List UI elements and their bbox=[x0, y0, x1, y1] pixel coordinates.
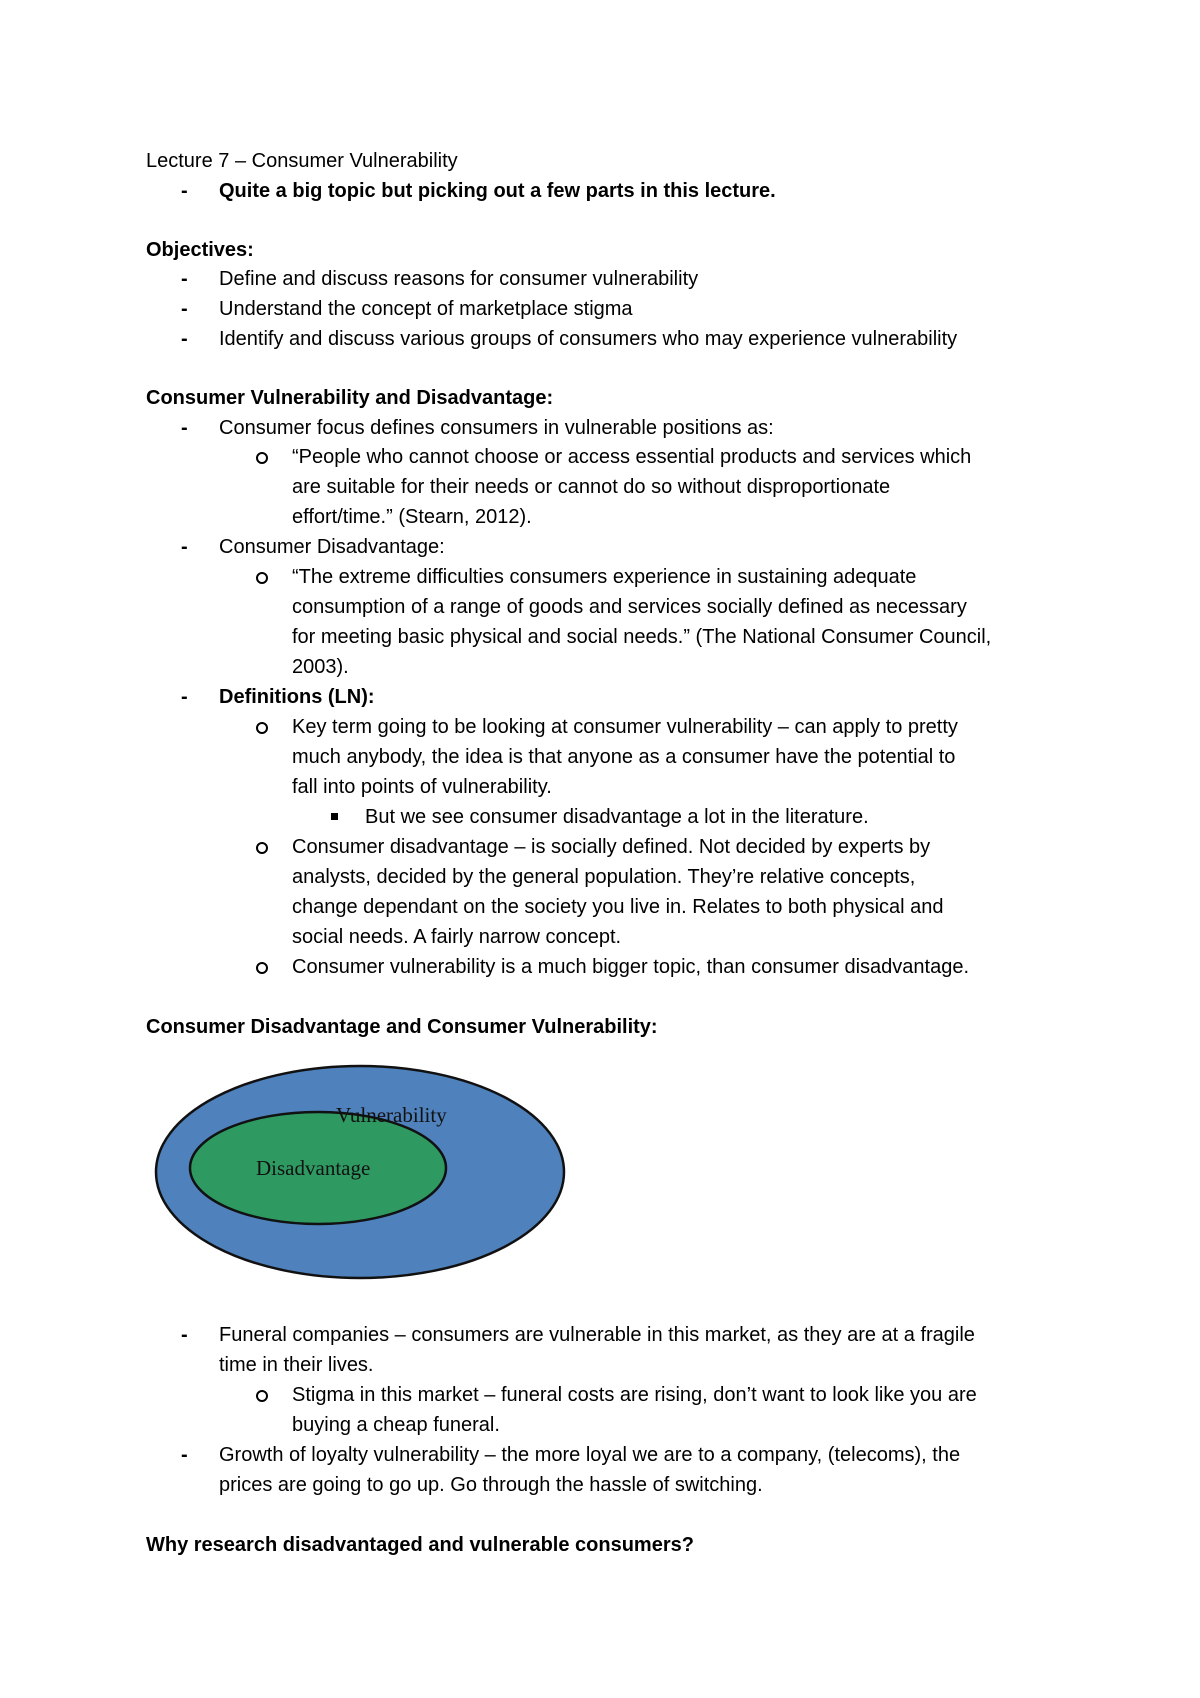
focus-quote-line: are suitable for their needs or cannot do so without disproportionate bbox=[292, 476, 891, 498]
circle-bullet bbox=[256, 842, 268, 854]
definition-line: analysts, decided by the general population. They’re relative concepts, bbox=[292, 866, 916, 888]
disadvantage-quote-line: 2003). bbox=[292, 656, 349, 678]
definition-line: Key term going to be looking at consumer vulnerability – can apply to pretty bbox=[292, 716, 958, 738]
loyalty-line: Growth of loyalty vulnerability – the more loyal we are to a company, (telecoms), the bbox=[219, 1444, 961, 1466]
circle-bullet bbox=[256, 1390, 268, 1402]
disadvantage-label: Disadvantage bbox=[256, 1156, 371, 1180]
section-heading-disadvantage-vulnerability: Consumer Disadvantage and Consumer Vulnerability: bbox=[146, 1016, 658, 1038]
venn-diagram bbox=[152, 1062, 572, 1282]
definition-line: change dependant on the society you live in. Relates to both physical and bbox=[292, 896, 944, 918]
title-subnote: Quite a big topic but picking out a few parts in this lecture. bbox=[219, 180, 776, 202]
objectives-heading: Objectives: bbox=[146, 239, 254, 261]
section-heading-why-research: Why research disadvantaged and vulnerable consumers? bbox=[146, 1534, 694, 1556]
definition-line: fall into points of vulnerability. bbox=[292, 776, 552, 798]
definition-line: much anybody, the idea is that anyone as a consumer have the potential to bbox=[292, 746, 956, 768]
section-heading-vulnerability-disadvantage: Consumer Vulnerability and Disadvantage: bbox=[146, 387, 554, 409]
definition-line: Consumer vulnerability is a much bigger topic, than consumer disadvantage. bbox=[292, 956, 970, 978]
dash-bullet: - bbox=[181, 536, 188, 558]
definition-subpoint: But we see consumer disadvantage a lot in the literature. bbox=[365, 806, 869, 828]
dash-bullet: - bbox=[181, 268, 188, 290]
objective-item: Understand the concept of marketplace stigma bbox=[219, 298, 633, 320]
circle-bullet bbox=[256, 722, 268, 734]
circle-bullet bbox=[256, 572, 268, 584]
dash-bullet: - bbox=[181, 417, 188, 439]
consumer-focus-intro: Consumer focus defines consumers in vulnerable positions as: bbox=[219, 417, 774, 439]
definition-line: Consumer disadvantage – is socially defined. Not decided by experts by bbox=[292, 836, 931, 858]
dash-bullet: - bbox=[181, 686, 188, 708]
dash-bullet: - bbox=[181, 1444, 188, 1466]
document-title: Lecture 7 – Consumer Vulnerability bbox=[146, 150, 458, 172]
funeral-line: time in their lives. bbox=[219, 1354, 374, 1376]
circle-bullet bbox=[256, 962, 268, 974]
loyalty-line: prices are going to go up. Go through the hassle of switching. bbox=[219, 1474, 763, 1496]
dash-bullet: - bbox=[181, 298, 188, 320]
definitions-label: Definitions (LN): bbox=[219, 686, 375, 708]
disadvantage-quote-line: for meeting basic physical and social needs.” (The National Consumer Council, bbox=[292, 626, 992, 648]
dash-bullet: - bbox=[181, 1324, 188, 1346]
disadvantage-quote-line: consumption of a range of goods and services socially defined as necessary bbox=[292, 596, 967, 618]
funeral-line: Funeral companies – consumers are vulnerable in this market, as they are at a fragile bbox=[219, 1324, 975, 1346]
disadvantage-quote-line: “The extreme difficulties consumers experience in sustaining adequate bbox=[292, 566, 917, 588]
square-bullet bbox=[331, 813, 338, 820]
stigma-line: Stigma in this market – funeral costs are rising, don’t want to look like you are bbox=[292, 1384, 977, 1406]
focus-quote-line: “People who cannot choose or access essential products and services which bbox=[292, 446, 972, 468]
objective-item: Define and discuss reasons for consumer vulnerability bbox=[219, 268, 699, 290]
circle-bullet bbox=[256, 452, 268, 464]
focus-quote-line: effort/time.” (Stearn, 2012). bbox=[292, 506, 532, 528]
consumer-disadvantage-intro: Consumer Disadvantage: bbox=[219, 536, 445, 558]
objective-item: Identify and discuss various groups of consumers who may experience vulnerability bbox=[219, 328, 958, 350]
vulnerability-label: Vulnerability bbox=[336, 1103, 447, 1127]
stigma-line: buying a cheap funeral. bbox=[292, 1414, 500, 1436]
definition-line: social needs. A fairly narrow concept. bbox=[292, 926, 622, 948]
dash-bullet: - bbox=[181, 328, 188, 350]
dash-bullet: - bbox=[181, 180, 188, 202]
